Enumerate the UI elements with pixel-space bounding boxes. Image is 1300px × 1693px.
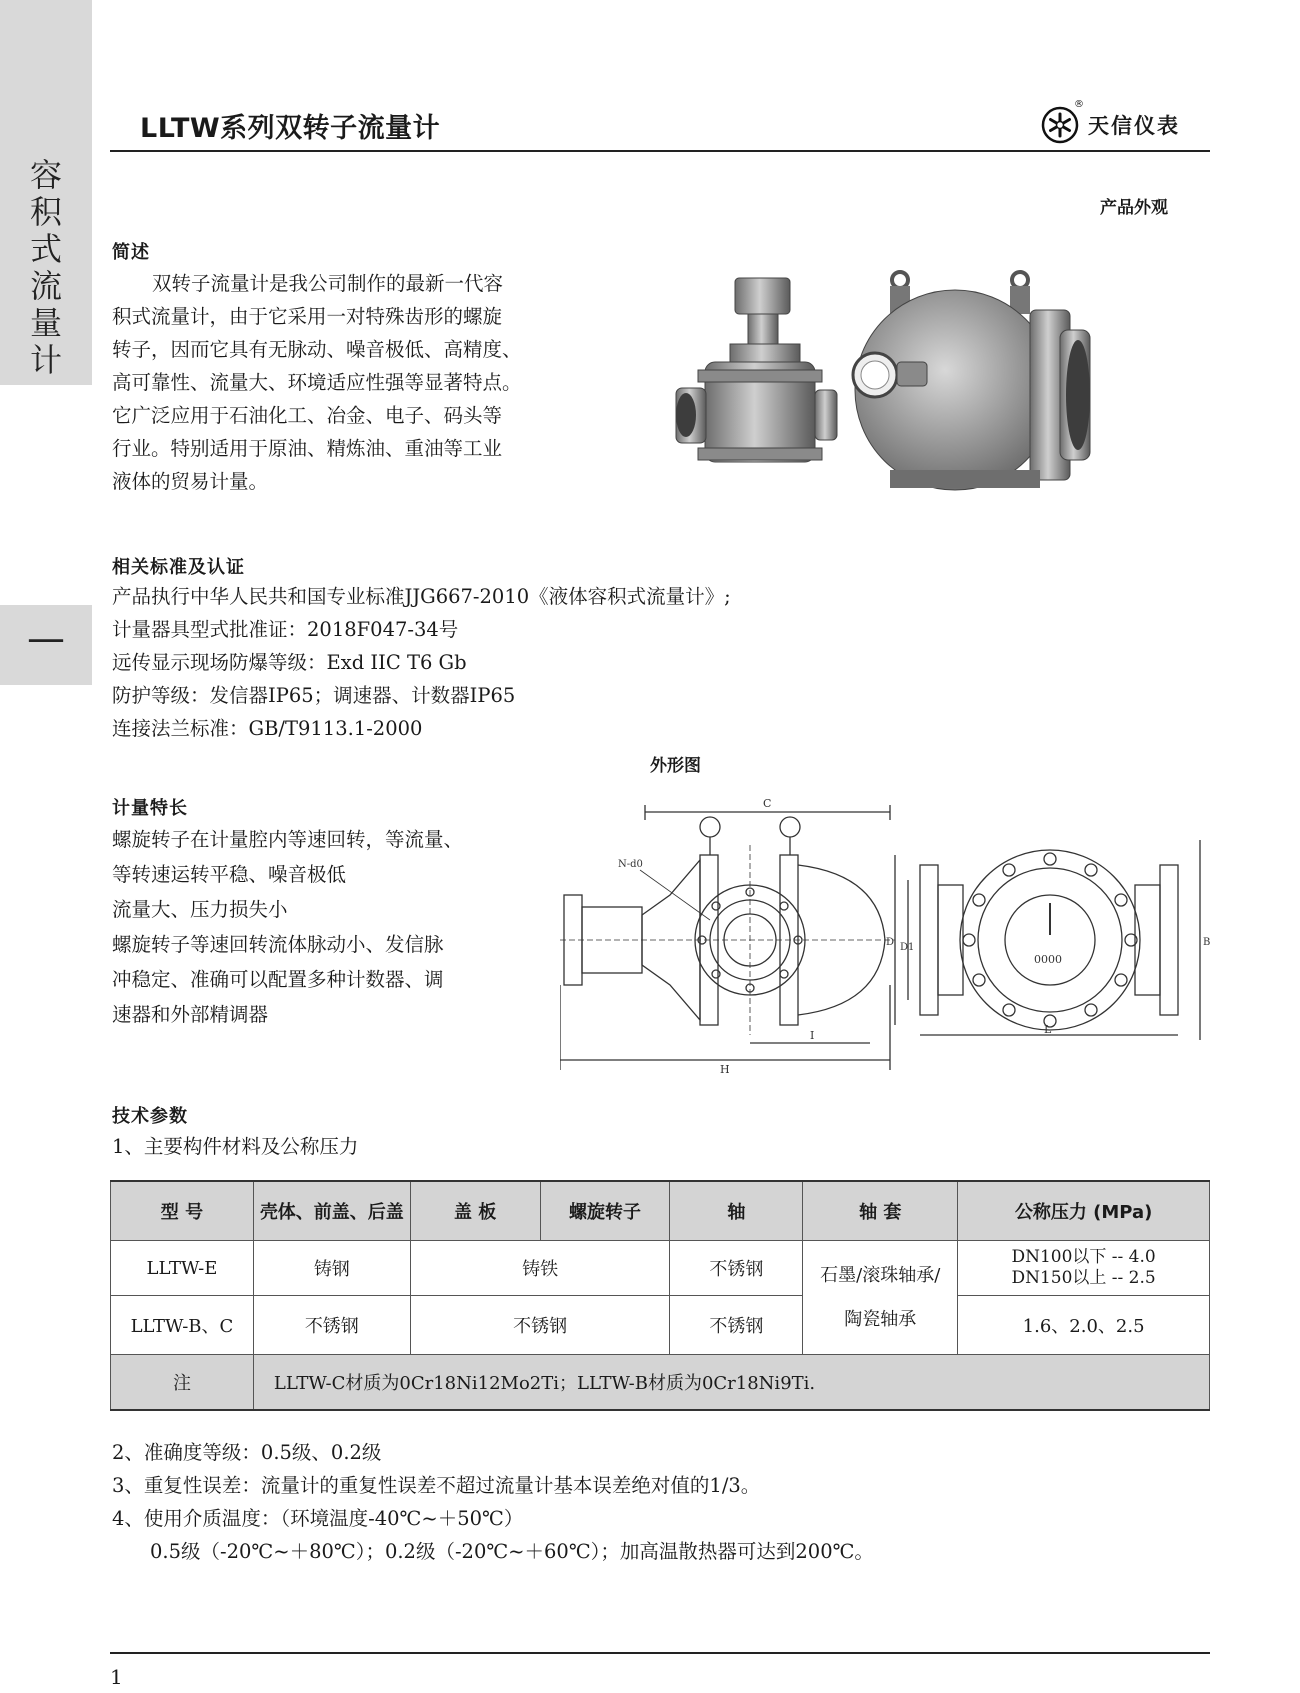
table-header: 轴 套 bbox=[803, 1181, 958, 1241]
dim-label-h: H bbox=[720, 1063, 730, 1076]
note-text: LLTW-C材质为0Cr18Ni12Mo2Ti；LLTW-B材质为0Cr18Ni9Ti. bbox=[253, 1355, 1209, 1411]
side-char: 计 bbox=[29, 341, 62, 379]
features-heading: 计量特长 bbox=[112, 798, 188, 819]
plate-rotor-cell: 铸铁 bbox=[410, 1241, 670, 1296]
table-row bbox=[111, 1296, 1210, 1355]
side-char: 容 bbox=[29, 156, 62, 194]
tech-sub1: 1、主要构件材料及公称压力 bbox=[112, 1135, 359, 1158]
features-line: 螺旋转子在计量腔内等速回转，等流量、 bbox=[112, 828, 464, 851]
summary-line: 高可靠性、流量大、环境适应性强等显著特点。 bbox=[112, 371, 522, 394]
standards-line: 产品执行中华人民共和国专业标准JJG667-2010《液体容积式流量计》; bbox=[112, 585, 731, 608]
appearance-caption: 产品外观 bbox=[1100, 198, 1168, 218]
features-text bbox=[112, 822, 463, 1032]
pressure-cell bbox=[958, 1241, 1210, 1296]
standards-line: 防护等级：发信器IP65；调速器、计数器IP65 bbox=[112, 684, 516, 707]
features-line: 速器和外部精调器 bbox=[112, 1003, 269, 1026]
header-divider bbox=[110, 150, 1210, 152]
tech-item: 4、使用介质温度：（环境温度-40℃~＋50℃） bbox=[112, 1507, 524, 1530]
note-label: 注 bbox=[111, 1355, 254, 1411]
shaft-cell: 不锈钢 bbox=[670, 1241, 803, 1296]
shell-cell: 铸钢 bbox=[253, 1241, 410, 1296]
summary-line: 液体的贸易计量。 bbox=[112, 470, 269, 493]
table-header: 型 号 bbox=[111, 1181, 254, 1241]
bushing-line: 石墨/滚珠轴承/ bbox=[820, 1264, 941, 1286]
features-line: 流量大、压力损失小 bbox=[112, 898, 288, 921]
standards-line: 连接法兰标准：GB/T9113.1-2000 bbox=[112, 717, 423, 740]
meter-photo-2 bbox=[853, 272, 1090, 490]
model-cell: LLTW-B、C bbox=[111, 1296, 254, 1355]
page-title: LLTW系列双转子流量计 bbox=[140, 113, 441, 144]
registered-mark: ® bbox=[1074, 99, 1084, 110]
features-line: 等转速运转平稳、噪音极低 bbox=[112, 863, 347, 886]
brand-name: 天信仪表 bbox=[1088, 113, 1180, 138]
dim-label-c: C bbox=[763, 797, 772, 810]
side-char: 量 bbox=[29, 304, 62, 342]
outline-caption: 外形图 bbox=[650, 756, 701, 776]
standards-text bbox=[112, 580, 731, 745]
brand-logo bbox=[1040, 99, 1180, 145]
shell-cell: 不锈钢 bbox=[253, 1296, 410, 1355]
dim-label-i: I bbox=[810, 1029, 815, 1042]
dim-label-d: D bbox=[886, 937, 895, 948]
front-bolt-circle bbox=[963, 853, 1137, 1027]
counter-digits: 0000 bbox=[1034, 953, 1062, 966]
table-header: 壳体、前盖、后盖 bbox=[253, 1181, 410, 1241]
tech-heading: 技术参数 bbox=[112, 1106, 188, 1127]
standards-heading: 相关标准及认证 bbox=[112, 557, 245, 578]
pressure-line: DN100以下 -- 4.0 bbox=[1011, 1247, 1156, 1267]
dim-label-d1: D1 bbox=[900, 942, 915, 953]
table-note-row bbox=[111, 1355, 1210, 1411]
summary-text bbox=[112, 267, 522, 498]
front-view bbox=[886, 840, 1210, 1040]
side-char: 流 bbox=[29, 267, 62, 305]
summary-heading: 简述 bbox=[112, 242, 150, 263]
model-cell: LLTW-E bbox=[111, 1241, 254, 1296]
bushing-line: 陶瓷轴承 bbox=[844, 1308, 917, 1330]
dim-label-nd0: N-d0 bbox=[618, 859, 643, 870]
tech-item: 0.5级（-20℃~＋80℃）；0.2级（-20℃~＋60℃）；加高温散热器可达到200℃。 bbox=[150, 1540, 874, 1563]
product-photos bbox=[670, 270, 1150, 510]
standards-line: 计量器具型式批准证：2018F047-34号 bbox=[112, 618, 459, 641]
shaft-cell: 不锈钢 bbox=[670, 1296, 803, 1355]
footer-divider bbox=[110, 1652, 1210, 1654]
table-header: 公称压力 (MPa) bbox=[958, 1181, 1210, 1241]
tech-item: 2、准确度等级：0.5级、0.2级 bbox=[112, 1441, 382, 1464]
features-line: 冲稳定、准确可以配置多种计数器、调 bbox=[112, 968, 444, 991]
page-number: 1 bbox=[110, 1665, 123, 1689]
summary-line: 行业。特别适用于原油、精炼油、重油等工业 bbox=[112, 437, 503, 460]
summary-line: 转子，因而它具有无脉动、噪音极低、高精度、 bbox=[112, 338, 522, 361]
table-row bbox=[111, 1241, 1210, 1296]
tech-item: 3、重复性误差：流量计的重复性误差不超过流量计基本误差绝对值的1/3。 bbox=[112, 1474, 761, 1497]
side-dash: — bbox=[27, 616, 65, 660]
pressure-cell: 1.6、2.0、2.5 bbox=[958, 1296, 1210, 1355]
summary-line: 积式流量计，由于它采用一对特殊齿形的螺旋 bbox=[112, 305, 503, 328]
side-view bbox=[560, 797, 895, 1076]
table-header: 盖 板 bbox=[410, 1181, 540, 1241]
tech-items bbox=[112, 1436, 874, 1568]
table-header: 螺旋转子 bbox=[540, 1181, 670, 1241]
table-header-row bbox=[111, 1181, 1210, 1241]
table-header: 轴 bbox=[670, 1181, 803, 1241]
side-char: 式 bbox=[29, 230, 62, 268]
bushing-cell bbox=[803, 1241, 958, 1355]
dim-label-l: L bbox=[1044, 1023, 1052, 1036]
features-line: 螺旋转子等速回转流体脉动小、发信脉 bbox=[112, 933, 444, 956]
outline-drawing bbox=[560, 785, 1220, 1085]
meter-photo-1 bbox=[676, 278, 837, 462]
side-vertical-title bbox=[0, 157, 92, 379]
summary-line: 它广泛应用于石油化工、冶金、电子、码头等 bbox=[112, 404, 503, 427]
summary-line: 双转子流量计是我公司制作的最新一代容 bbox=[152, 272, 504, 295]
materials-table bbox=[110, 1180, 1210, 1411]
star-logo-icon bbox=[1040, 105, 1080, 145]
pressure-line: DN150以上 -- 2.5 bbox=[1011, 1268, 1156, 1288]
standards-line: 远传显示现场防爆等级：Exd IIC T6 Gb bbox=[112, 651, 467, 674]
side-char: 积 bbox=[29, 193, 62, 231]
dim-label-b: B bbox=[1203, 937, 1211, 948]
plate-rotor-cell: 不锈钢 bbox=[410, 1296, 670, 1355]
